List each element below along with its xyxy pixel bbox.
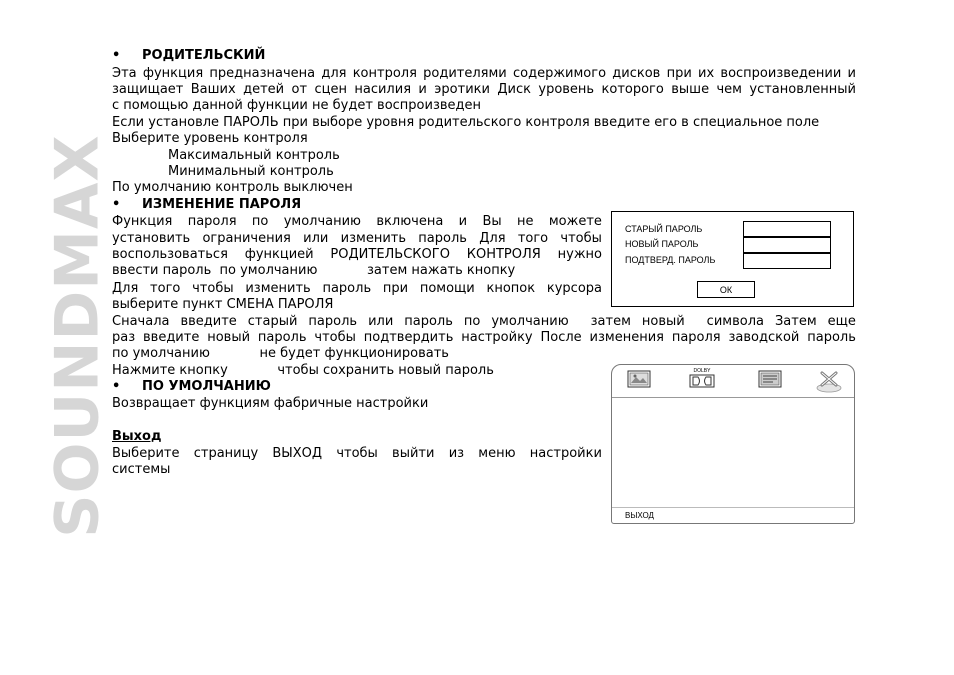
word: раз — [112, 330, 136, 345]
word: установленный — [749, 82, 856, 97]
word: которого — [601, 82, 664, 97]
new-password-label: НОВЫЙ ПАРОЛЬ — [625, 239, 699, 249]
section-heading-parental: • РОДИТЕЛЬСКИЙ — [112, 48, 266, 63]
word: новый — [207, 330, 251, 345]
word: пароль — [257, 330, 307, 345]
word: Затем — [774, 314, 817, 329]
word: пароль — [807, 330, 856, 345]
word: ограничения — [202, 231, 291, 246]
word: от — [291, 82, 308, 97]
confirm-password-label: ПОДТВЕРД. ПАРОЛЬ — [625, 255, 716, 265]
exit-item[interactable]: ВЫХОД — [625, 511, 654, 520]
word: и — [418, 82, 427, 97]
new-password-field[interactable] — [743, 237, 831, 253]
word: настройку — [461, 330, 533, 345]
word: изменить — [245, 281, 311, 296]
word: для — [321, 66, 347, 81]
word: ВЫХОД — [272, 446, 323, 461]
word: умолчанию — [491, 314, 569, 329]
word: чтобы — [560, 231, 602, 246]
word: насилия — [354, 82, 412, 97]
text-line — [112, 330, 856, 346]
setup-menu — [611, 364, 855, 524]
dolby-double-d-icon — [689, 374, 715, 388]
word: помощи — [419, 281, 475, 296]
word: контроля — [352, 66, 417, 81]
old-password-label: СТАРЫЙ ПАРОЛЬ — [625, 224, 703, 234]
word: детей — [243, 82, 285, 97]
text-line: Выберите уровень контроля — [112, 131, 308, 146]
word: Эта — [112, 66, 137, 81]
word: подтвердить — [363, 330, 454, 345]
word: чтобы — [314, 330, 356, 345]
word: КОНТРОЛЯ — [466, 247, 541, 262]
password-dialog — [611, 211, 854, 307]
word: Ваших — [190, 82, 236, 97]
word: при — [382, 281, 409, 296]
word: РОДИТЕЛЬСКОГО — [330, 247, 450, 262]
word: функция — [142, 66, 204, 81]
word: или — [303, 231, 329, 246]
display-icon[interactable] — [626, 368, 654, 392]
word: настройки — [529, 446, 602, 461]
preferences-icon[interactable] — [756, 368, 784, 392]
word: меню — [478, 446, 516, 461]
word: и — [847, 66, 856, 81]
text-line: Если установле ПАРОЛЬ при выборе уровня родительского контроля введите его в специальное поле — [112, 115, 820, 130]
word: того — [517, 231, 549, 246]
text-line: с помощью данной функции не будет воспроизведен — [112, 98, 482, 113]
word: выйти — [392, 446, 435, 461]
word: содержимого — [513, 66, 607, 81]
word: умолчанию — [283, 214, 362, 229]
text-line: по умолчанию не будет функционировать — [112, 346, 449, 361]
menu-divider — [612, 507, 854, 508]
text-line — [112, 446, 602, 462]
word: Диск — [497, 82, 531, 97]
word: из — [448, 446, 465, 461]
word: страницу — [193, 446, 259, 461]
word: Сначала — [112, 314, 170, 329]
word: Выберите — [112, 446, 180, 461]
word: символа — [706, 314, 764, 329]
word: воспользоваться — [112, 247, 228, 262]
word: можете — [548, 214, 602, 229]
word: затем — [590, 314, 631, 329]
word: сцен — [314, 82, 347, 97]
section-heading-defaults: • ПО УМОЛЧАНИЮ — [112, 379, 271, 394]
section-heading-exit: Выход — [112, 429, 162, 444]
confirm-password-field[interactable] — [743, 253, 831, 269]
word: Функция — [112, 214, 173, 229]
word: изменить — [340, 231, 407, 246]
word: введите — [180, 314, 237, 329]
word: новый — [641, 314, 685, 329]
word: включена — [376, 214, 444, 229]
word: их — [698, 66, 715, 81]
word: не — [517, 214, 534, 229]
text-line — [112, 314, 856, 330]
brand-logo: SOUNDMAX — [43, 134, 113, 538]
dolby-audio-icon[interactable] — [688, 368, 716, 393]
old-password-field[interactable] — [743, 221, 831, 237]
word: эротики — [434, 82, 490, 97]
section-heading-password: • ИЗМЕНЕНИЕ ПАРОЛЯ — [112, 197, 302, 212]
word: при — [666, 66, 692, 81]
word: Вы — [482, 214, 502, 229]
dolby-text: DOLBY — [693, 368, 711, 374]
word: пароль — [322, 281, 372, 296]
text-line: системы — [112, 462, 171, 477]
word: родителями — [423, 66, 507, 81]
word: пароля — [671, 330, 721, 345]
word: После — [540, 330, 582, 345]
word: чем — [716, 82, 742, 97]
setup-menu-tabs — [612, 365, 854, 398]
ok-button[interactable]: ОК — [697, 281, 755, 298]
word: Для — [112, 281, 139, 296]
word: изменения — [589, 330, 664, 345]
word: того — [150, 281, 181, 296]
word: и — [458, 214, 468, 229]
word: введите — [143, 330, 200, 345]
option-max-control: Максимальный контроль — [168, 148, 340, 163]
word: чтобы — [192, 281, 234, 296]
default-note: По умолчанию контроль выключен — [112, 180, 353, 195]
word: воспроизведении — [720, 66, 842, 81]
text-line — [112, 214, 602, 230]
text-line — [112, 231, 602, 247]
word: функцией — [244, 247, 314, 262]
word: пароль — [418, 231, 467, 246]
word: защищает — [112, 82, 184, 97]
word: еще — [827, 314, 856, 329]
text-line — [112, 82, 856, 98]
text-line — [112, 247, 602, 263]
word: нужно — [557, 247, 602, 262]
word: дисков — [612, 66, 661, 81]
word: пароля — [187, 214, 237, 229]
word: кнопок — [486, 281, 536, 296]
word: заводской — [728, 330, 800, 345]
word: курсора — [546, 281, 602, 296]
word: выше — [671, 82, 710, 97]
word: по — [463, 314, 481, 329]
word: пароль — [404, 314, 453, 329]
word: старый — [247, 314, 298, 329]
word: Для — [479, 231, 506, 246]
text-line: выберите пункт СМЕНА ПАРОЛЯ — [112, 297, 334, 312]
text-line: Нажмите кнопку чтобы сохранить новый пароль — [112, 363, 494, 378]
word: чтобы — [336, 446, 378, 461]
word: пароль — [308, 314, 358, 329]
exit-icon[interactable] — [814, 368, 844, 394]
option-min-control: Минимальный контроль — [168, 164, 334, 179]
text-line: ввести пароль по умолчанию затем нажать кнопку — [112, 263, 516, 278]
brand-watermark — [43, 50, 113, 622]
text-line — [112, 66, 856, 82]
word: или — [368, 314, 394, 329]
word: уровень — [538, 82, 595, 97]
word: по — [251, 214, 269, 229]
word: установить — [112, 231, 191, 246]
word: предназначена — [209, 66, 316, 81]
text-line — [112, 281, 602, 297]
text-line: Возвращает функциям фабричные настройки — [112, 396, 429, 411]
